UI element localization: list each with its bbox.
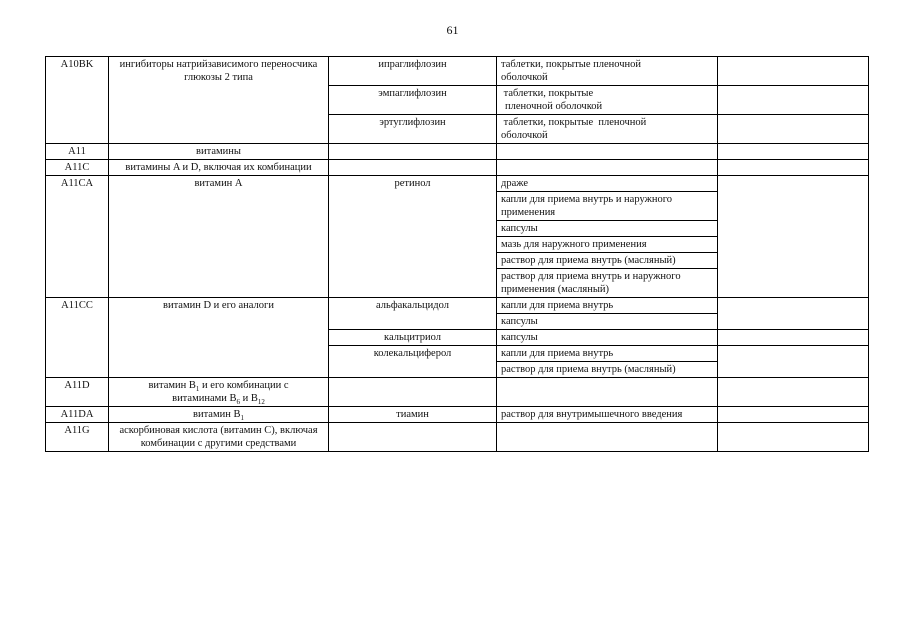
atc-code: A11CA bbox=[46, 176, 109, 298]
page-number: 61 bbox=[446, 23, 459, 37]
dosage-form: раствор для внутримышечного введения bbox=[497, 407, 718, 423]
empty-cell bbox=[718, 57, 869, 86]
table-row bbox=[46, 160, 869, 176]
dosage-form: капсулы bbox=[497, 330, 718, 346]
dosage-form: раствор для приема внутрь (масляный) bbox=[497, 362, 718, 378]
drug-name: колекальциферол bbox=[329, 346, 497, 378]
empty-cell bbox=[718, 330, 869, 346]
dosage-form: раствор для приема внутрь (масляный) bbox=[497, 253, 718, 269]
empty-cell bbox=[329, 423, 497, 452]
table-row bbox=[46, 298, 869, 314]
empty-cell bbox=[718, 160, 869, 176]
empty-cell bbox=[718, 298, 869, 330]
empty-cell bbox=[718, 407, 869, 423]
empty-cell bbox=[718, 176, 869, 298]
empty-cell bbox=[329, 160, 497, 176]
empty-cell bbox=[718, 144, 869, 160]
table-row bbox=[46, 57, 869, 86]
group-text: витамин B bbox=[193, 409, 241, 420]
dosage-form-line: таблетки, покрытые пленочной bbox=[501, 117, 647, 128]
dosage-form bbox=[497, 86, 718, 115]
atc-code: A11DA bbox=[46, 407, 109, 423]
drug-table bbox=[45, 56, 869, 452]
empty-cell bbox=[497, 160, 718, 176]
dosage-form-line: оболочкой bbox=[501, 130, 548, 141]
subscript: 12 bbox=[257, 398, 265, 407]
dosage-form bbox=[497, 115, 718, 144]
group-text: и его комбинации с bbox=[199, 380, 289, 391]
dosage-form-line: таблетки, покрытые пленочной bbox=[501, 59, 642, 70]
atc-code: A11D bbox=[46, 378, 109, 407]
table-row bbox=[46, 423, 869, 452]
atc-code: A11G bbox=[46, 423, 109, 452]
empty-cell bbox=[329, 378, 497, 407]
atc-group: витамин A bbox=[109, 176, 329, 298]
atc-group: витамины bbox=[109, 144, 329, 160]
table-row bbox=[46, 378, 869, 407]
group-text: и B bbox=[240, 393, 258, 404]
empty-cell bbox=[718, 115, 869, 144]
subscript: 1 bbox=[240, 414, 244, 423]
dosage-form: капли для приема внутрь bbox=[497, 298, 718, 314]
group-text: витаминами B bbox=[172, 393, 237, 404]
dosage-form: капсулы bbox=[497, 314, 718, 330]
atc-code: A11CC bbox=[46, 298, 109, 378]
empty-cell bbox=[329, 144, 497, 160]
empty-cell bbox=[718, 346, 869, 378]
dosage-form-line: пленочной оболочкой bbox=[505, 101, 603, 112]
table-row bbox=[46, 144, 869, 160]
subscript: 6 bbox=[236, 398, 240, 407]
empty-cell bbox=[497, 378, 718, 407]
drug-name: тиамин bbox=[329, 407, 497, 423]
dosage-form: капли для приема внутрь и наружного применения bbox=[497, 192, 718, 221]
drug-name: альфакальцидол bbox=[329, 298, 497, 330]
drug-name: кальцитриол bbox=[329, 330, 497, 346]
atc-group bbox=[109, 407, 329, 423]
atc-group: аскорбиновая кислота (витамин C), включая комбинации с другими средствами bbox=[109, 423, 329, 452]
atc-code: A11C bbox=[46, 160, 109, 176]
drug-name: эртуглифлозин bbox=[329, 115, 497, 144]
drug-name: ипраглифлозин bbox=[329, 57, 497, 86]
table-row bbox=[46, 176, 869, 192]
group-text: витамин B bbox=[148, 380, 196, 391]
dosage-form-line: оболочкой bbox=[501, 72, 548, 83]
subscript: 1 bbox=[195, 385, 200, 394]
drug-name: эмпаглифлозин bbox=[329, 86, 497, 115]
empty-cell bbox=[718, 86, 869, 115]
atc-code: A10BK bbox=[46, 57, 109, 144]
dosage-form-line: таблетки, покрытые bbox=[501, 88, 594, 99]
dosage-form: капсулы bbox=[497, 221, 718, 237]
empty-cell bbox=[497, 144, 718, 160]
dosage-form: раствор для приема внутрь и наружного применения (масляный) bbox=[497, 269, 718, 298]
atc-group: ингибиторы натрийзависимого переносчика глюкозы 2 типа bbox=[109, 57, 329, 144]
atc-code: A11 bbox=[46, 144, 109, 160]
atc-group: витамин D и его аналоги bbox=[109, 298, 329, 378]
dosage-form: капли для приема внутрь bbox=[497, 346, 718, 362]
empty-cell bbox=[718, 423, 869, 452]
atc-group bbox=[109, 378, 329, 407]
dosage-form bbox=[497, 57, 718, 86]
table-row bbox=[46, 407, 869, 423]
empty-cell bbox=[718, 378, 869, 407]
dosage-form: драже bbox=[497, 176, 718, 192]
atc-group: витамины A и D, включая их комбинации bbox=[109, 160, 329, 176]
empty-cell bbox=[497, 423, 718, 452]
drug-name: ретинол bbox=[329, 176, 497, 298]
dosage-form: мазь для наружного применения bbox=[497, 237, 718, 253]
